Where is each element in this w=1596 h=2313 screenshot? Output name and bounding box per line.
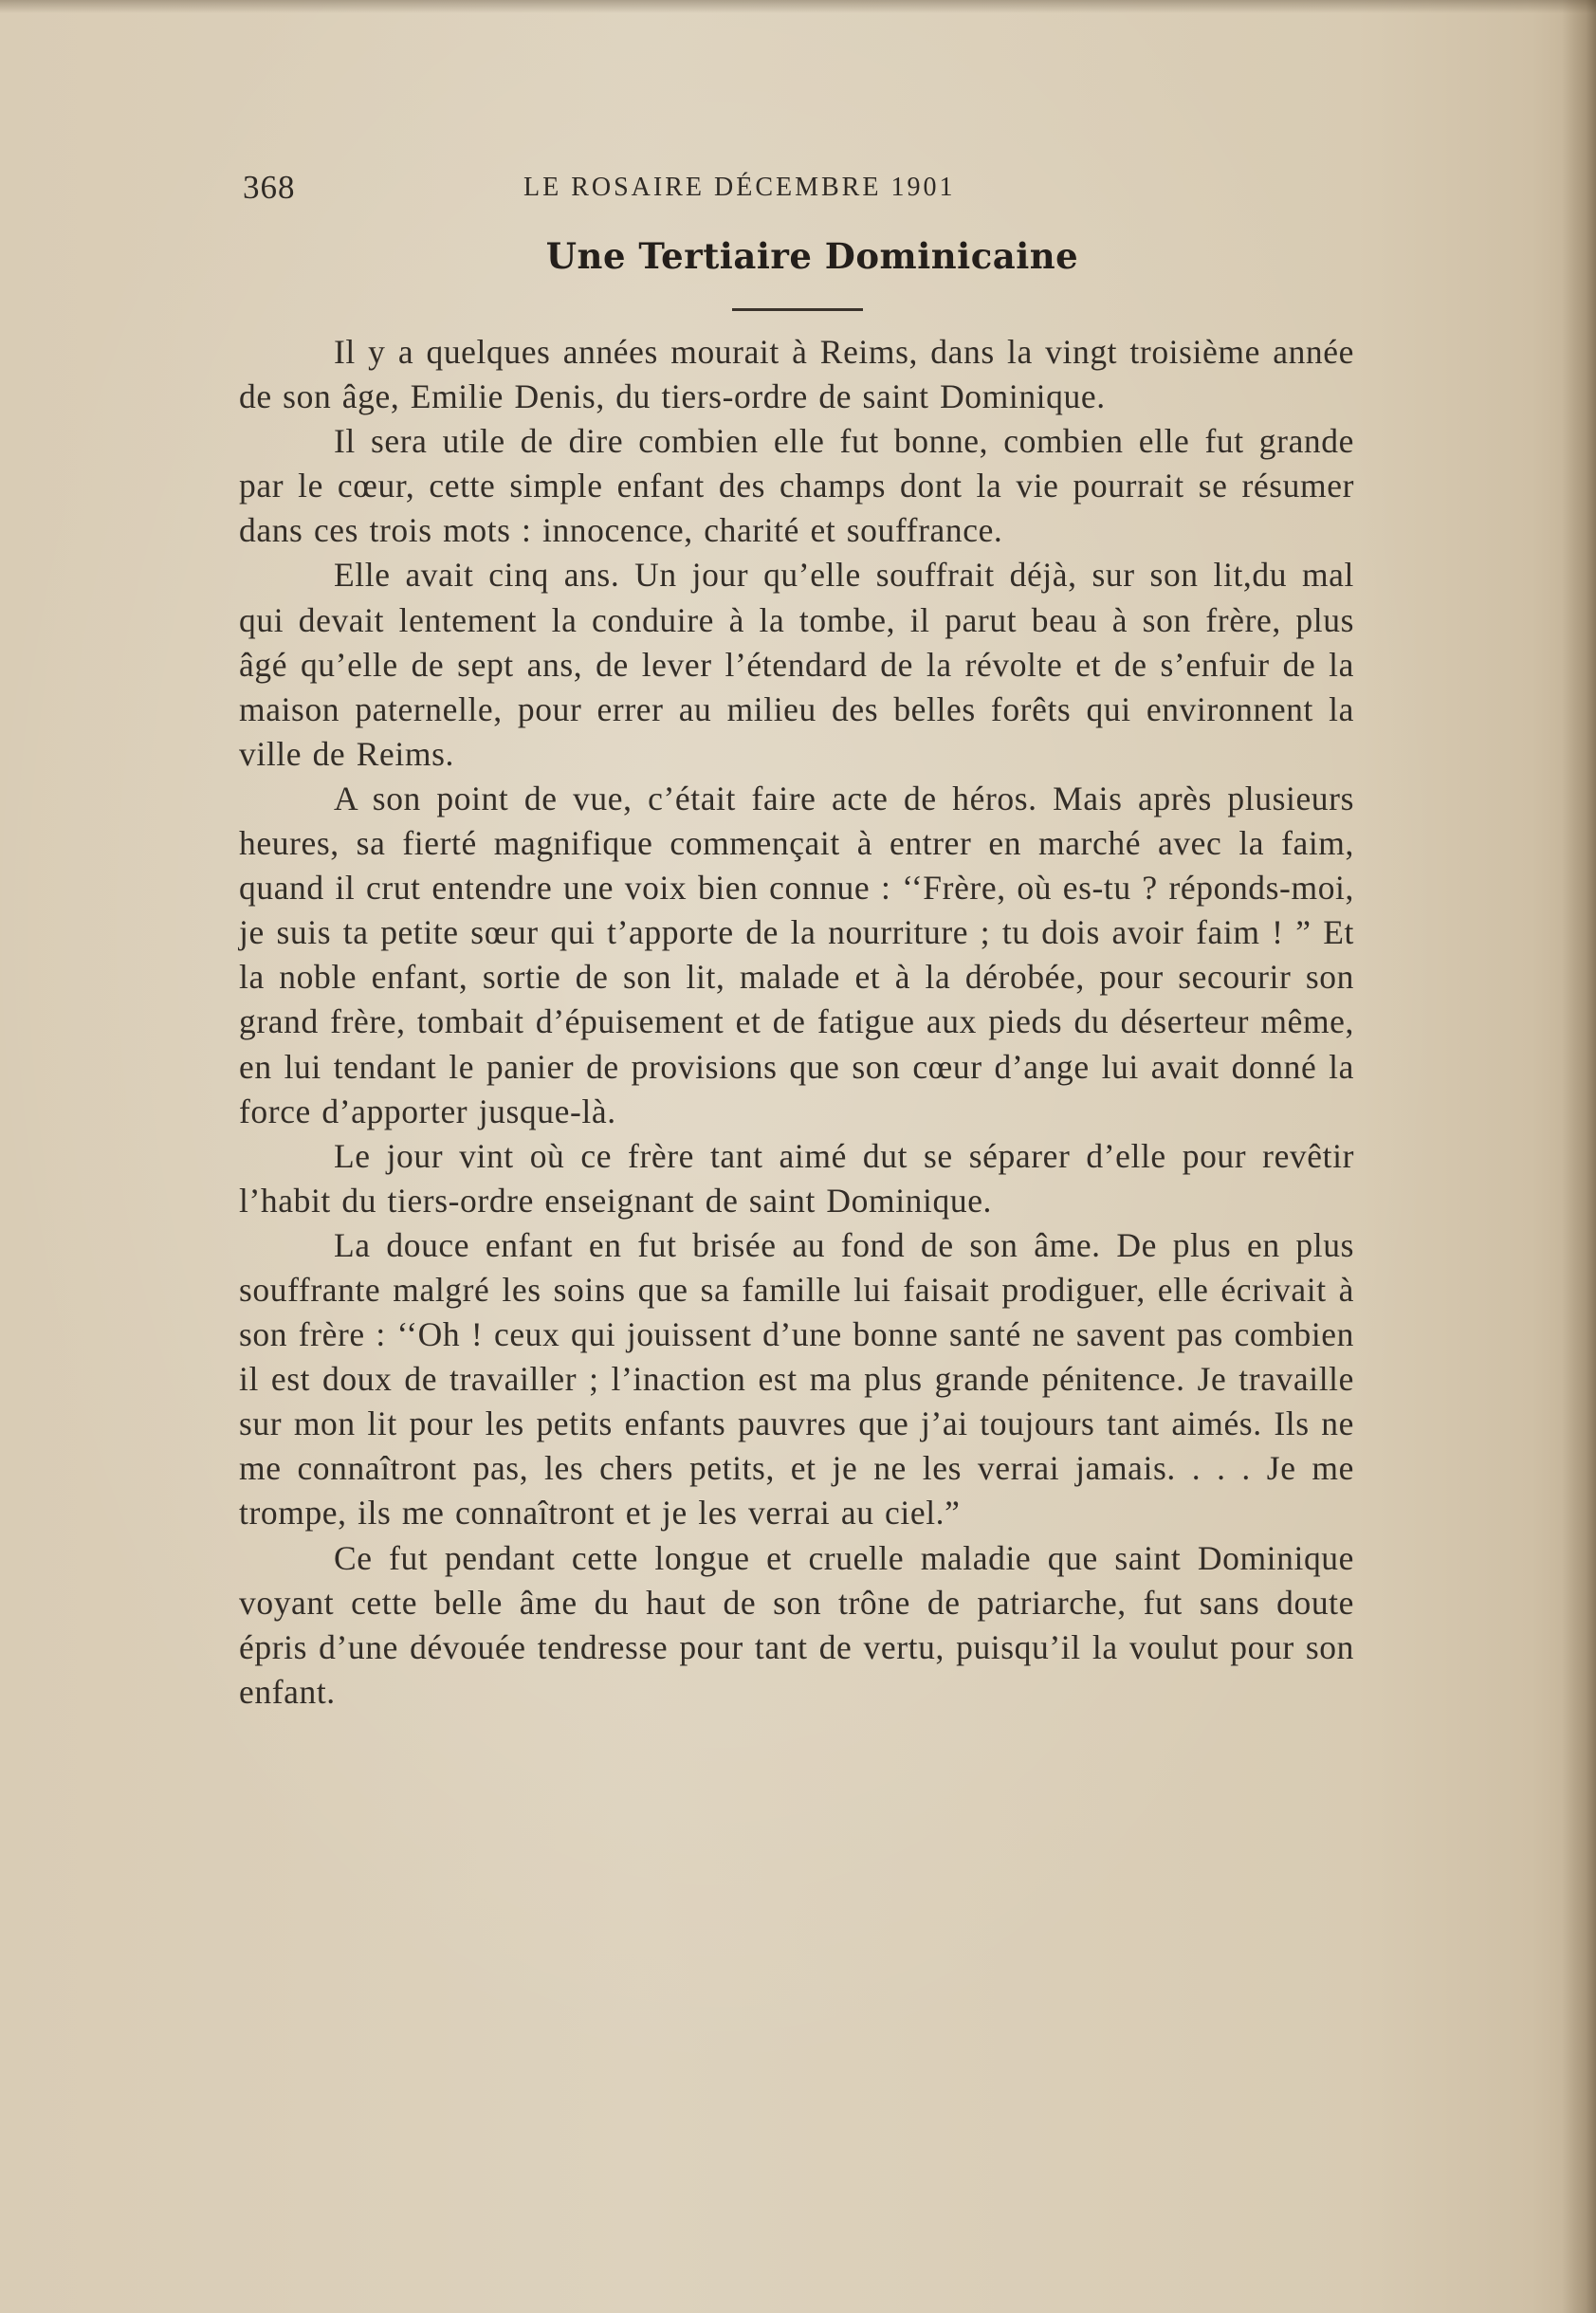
paragraph: La douce enfant en fut brisée au fond de son âme. De plus en plus souffrante malgré les soins que sa famille lui faisait prodiguer, elle écrivait à son frère : ‘‘Oh ! ceux qui jouissent d’une bonne santé ne savent pas combien il est doux de travailler ; l’inaction est ma plus grande pénitence. Je travaille sur mon lit pour les petits enfants pauvres que j’ai toujours tant aimés. Ils ne me connaîtront pas, les chers petits, et je ne les verrai jamais. . . . Je me trompe, ils me connaîtront et je les verrai au ciel.”: [239, 1225, 1354, 1533]
paragraph: Ce fut pendant cette longue et cruelle maladie que saint Dominique voyant cette belle âme du haut de son trône de patriarche, fut sans doute épris d’une dévouée tendresse pour tant de vertu, puisqu’il la voulut pour son enfant.: [239, 1538, 1354, 1711]
paragraph: Elle avait cinq ans. Un jour qu’elle souffrait déjà, sur son lit,du mal qui devait lentement la conduire à la tombe, il parut beau à son frère, plus âgé qu’elle de sept ans, de lever l’étendard de la révolte et de s’enfuir de la maison paternelle, pour errer au milieu des belles forêts qui environnent la ville de Reims.: [239, 556, 1354, 773]
paragraph: Il sera utile de dire combien elle fut bonne, combien elle fut grande par le cœur, cette simple enfant des champs dont la vie pourrait se résumer dans ces trois mots : innocence, charité et souffrance.: [239, 422, 1354, 550]
paragraph: A son point de vue, c’était faire acte de héros. Mais après plusieurs heures, sa fierté magnifique commençait à entrer en marché avec la faim, quand il crut entendre une voix bien connue : ‘‘Frère, où es-tu ? réponds-moi, je suis ta petite sœur qui t’apporte de la nourriture ; tu dois avoir faim ! ” Et la noble enfant, sortie de son lit, malade et à la dérobée, pour secourir son grand frère, tombait d’épuisement et de fatigue aux pieds du déserteur même, en lui tendant le panier de provisions que son cœur d’ange lui avait donné la force d’apporter jusque-là.: [239, 779, 1354, 1130]
page-edge-shadow: [1562, 0, 1596, 2313]
page-header: [243, 169, 1352, 212]
page-number: 368: [243, 169, 296, 206]
title-rule: [732, 308, 863, 311]
page-top-shadow: [0, 0, 1596, 13]
paragraph: Le jour vint où ce frère tant aimé dut se séparer d’elle pour revêtir l’habit du tiers-ordre enseignant de saint Dominique.: [239, 1136, 1354, 1220]
article-title: Une Tertiaire Dominicaine: [545, 235, 1079, 277]
article-body: [239, 330, 1354, 1715]
running-head: LE ROSAIRE DÉCEMBRE 1901: [523, 173, 956, 202]
paragraph: Il y a quelques années mourait à Reims, dans la vingt troisième année de son âge, Emilie Denis, du tiers-ordre de saint Dominique.: [239, 333, 1354, 416]
